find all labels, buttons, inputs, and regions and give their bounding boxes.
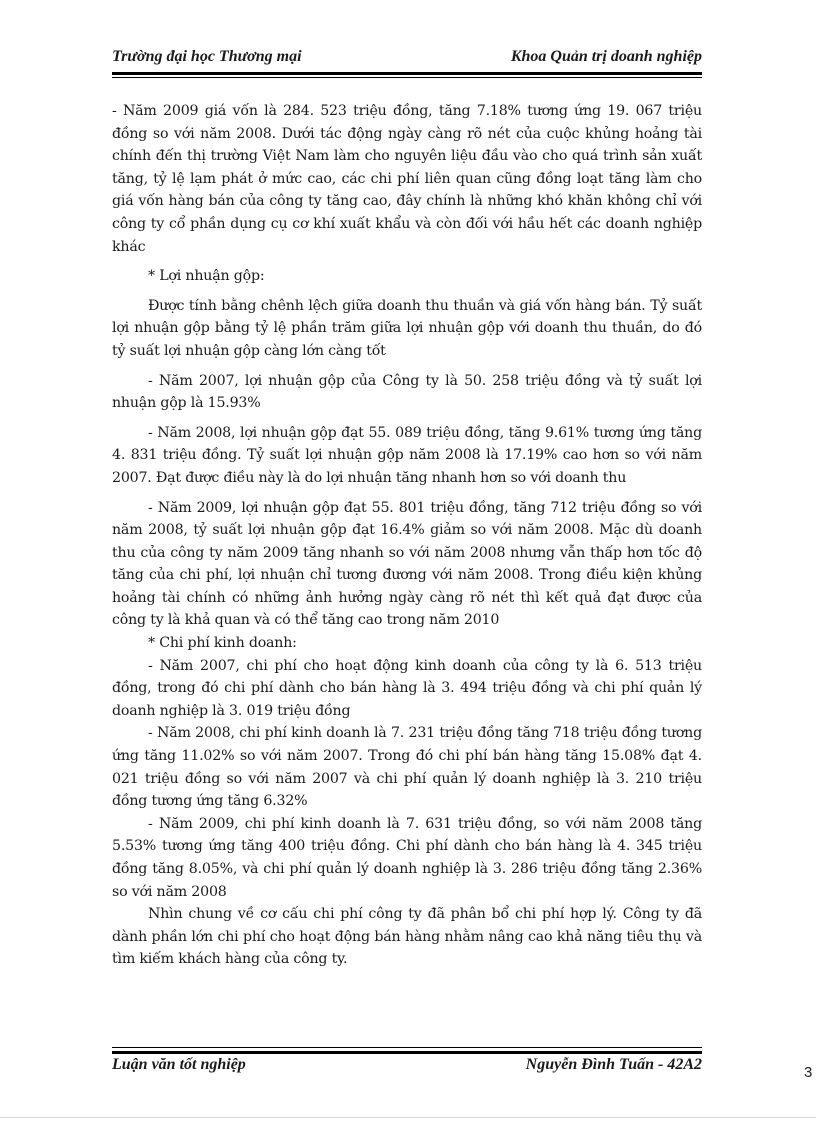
document-body bbox=[112, 100, 702, 971]
page-header bbox=[112, 48, 702, 66]
footer-divider bbox=[112, 1051, 702, 1054]
header-university: Trường đại học Thương mại bbox=[112, 48, 302, 65]
paragraph-costs-2008: - Năm 2008, chi phí kinh doanh là 7. 231 triệu đồng tăng 718 triệu đồng tương ứng tăng 11.02% so với năm 2007. Trong đó chi phí bán hàng tăng 15.08% đạt 4. 021 triệu đồng so với năm 2007 và chi phí quản lý doanh nghiệp là 3. 210 triệu đồng tương ứng tăng 6.32% bbox=[112, 725, 702, 810]
paragraph-gross-profit-definition: Được tính bằng chênh lệch giữa doanh thu thuần và giá vốn hàng bán. Tỷ suất lợi nhuận gộp bằng tỷ lệ phần trăm giữa lợi nhuận gộp với doanh thu thuần, do đó tỷ suất lợi nhuận gộp càng lớn càng tốt bbox=[112, 297, 702, 359]
header-faculty: Khoa Quản trị doanh nghiệp bbox=[510, 48, 702, 65]
paragraph-gross-profit-2009: - Năm 2009, lợi nhuận gộp đạt 55. 801 triệu đồng, tăng 712 triệu đồng so với năm 2008, tỷ suất lợi nhuận gộp đạt 16.4% giảm so với năm 2008. Mặc dù doanh thu của công ty năm 2009 tăng nhanh so với năm 2008 nhưng vẫn thấp hơn tốc độ tăng của chi phí, lợi nhuận chỉ tương đương với năm 2008. Trong điều kiện khủng hoảng tài chính có những ảnh hưởng ngày càng rõ nét thì kết quả đạt được của công ty là khả quan và có thể tăng cao trong năm 2010 bbox=[112, 499, 702, 629]
footer-thesis-label: Luận văn tốt nghiệp bbox=[112, 1056, 246, 1073]
paragraph-cogs-2009: - Năm 2009 giá vốn là 284. 523 triệu đồng, tăng 7.18% tương ứng 19. 067 triệu đồng so với năm 2008. Dưới tác động ngày càng rõ nét của cuộc khủng hoảng tài chính đến thị trường Việt Nam làm cho nguyên liệu đầu vào cho quá trình sản xuất tăng, tỷ lệ lạm phát ở mức cao, các chi phí liên quan cũng đồng loạt tăng làm cho giá vốn hàng bán của công ty tăng cao, đây chính là những khó khăn không chỉ với công ty cổ phần dụng cụ cơ khí xuất khẩu và còn đối với hầu hết các doanh nghiệp khác bbox=[112, 103, 702, 255]
page-footer bbox=[112, 1056, 702, 1074]
paragraph-costs-2009: - Năm 2009, chi phí kinh doanh là 7. 631 triệu đồng, so với năm 2008 tăng 5.53% tương ứng tăng 400 triệu đồng. Chi phí dành cho bán hàng là 4. 345 triệu đồng tăng 8.05%, và chi phí quản lý doanh nghiệp là 3. 286 triệu đồng tăng 2.36% so với năm 2008 bbox=[112, 815, 702, 900]
page-number: 3 bbox=[804, 1064, 813, 1081]
footer-author: Nguyễn Đình Tuấn - 42A2 bbox=[525, 1056, 702, 1073]
heading-gross-profit: * Lợi nhuận gộp: bbox=[148, 268, 265, 285]
footer-divider-thin bbox=[112, 1047, 702, 1048]
paragraph-conclusion: Nhìn chung về cơ cấu chi phí công ty đã phân bổ chi phí hợp lý. Công ty đã dành phần lớn chi phí cho hoạt động bán hàng nhằm nâng cao khả năng tiêu thụ và tìm kiếm khách hàng của công ty. bbox=[112, 906, 702, 968]
paragraph-costs-2007: - Năm 2007, chi phí cho hoạt động kinh doanh của công ty là 6. 513 triệu đồng, trong đó chi phí dành cho bán hàng là 3. 494 triệu đồng và chi phí quản lý doanh nghiệp là 3. 019 triệu đồng bbox=[112, 657, 702, 719]
page-bottom-edge bbox=[0, 1117, 816, 1118]
paragraph-gross-profit-2008: - Năm 2008, lợi nhuận gộp đạt 55. 089 triệu đồng, tăng 9.61% tương ứng tăng 4. 831 triệu đồng. Tỷ suất lợi nhuận gộp năm 2008 là 17.19% cao hơn so với năm 2007. Đạt được điều này là do lợi nhuận tăng nhanh hơn so với doanh thu bbox=[112, 424, 702, 486]
paragraph-gross-profit-2007: - Năm 2007, lợi nhuận gộp của Công ty là 50. 258 triệu đồng và tỷ suất lợi nhuận gộp là 15.93% bbox=[112, 372, 702, 412]
header-divider bbox=[112, 72, 702, 75]
heading-operating-costs: * Chi phí kinh doanh: bbox=[148, 635, 297, 652]
header-divider-thin bbox=[112, 77, 702, 78]
